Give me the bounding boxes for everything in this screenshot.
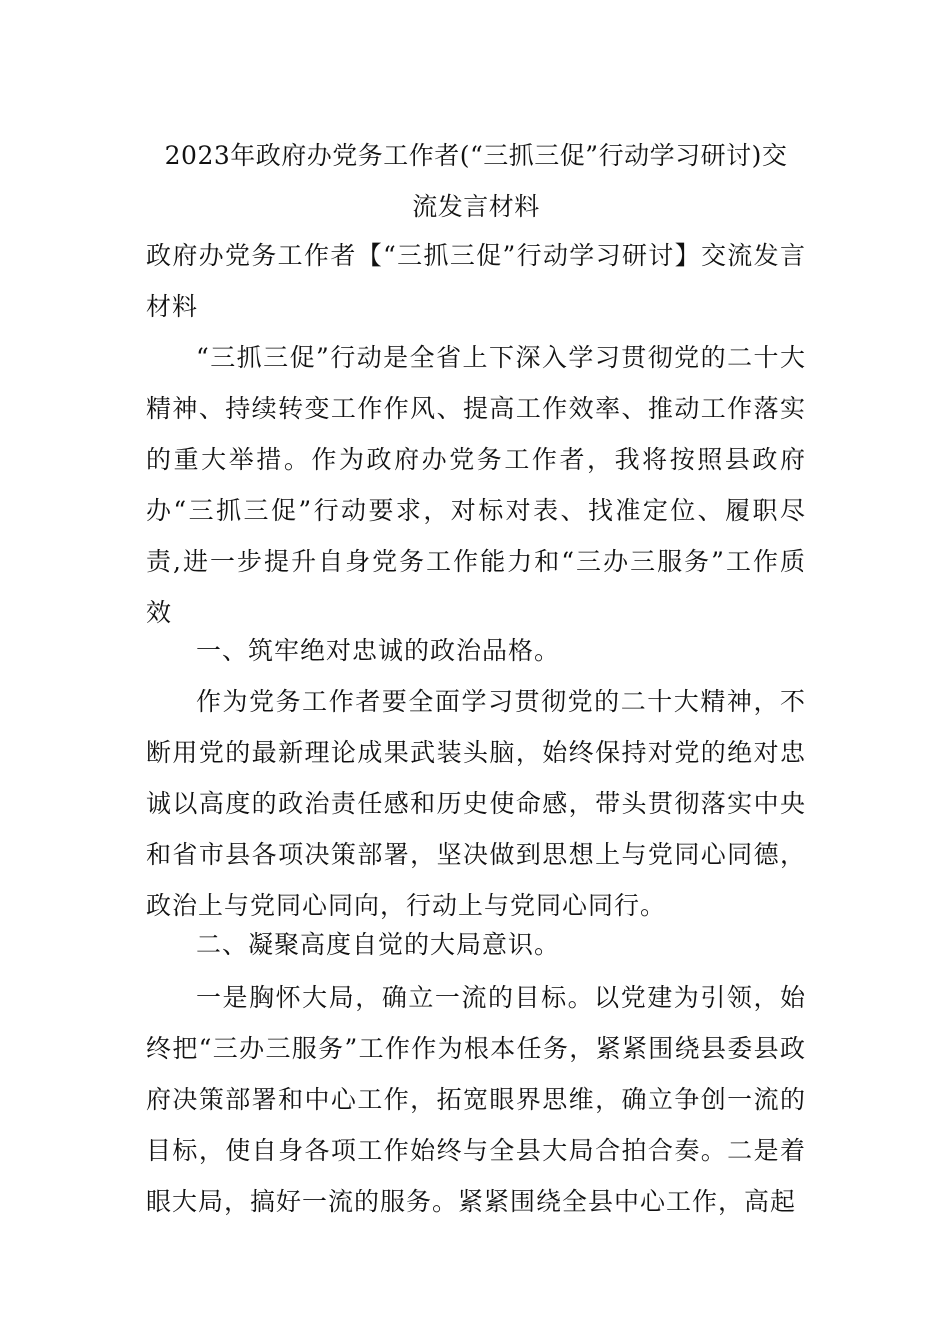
document-subtitle: 政府办党务工作者【“三抓三促”行动学习研讨】交流发言材料 xyxy=(146,241,806,321)
document-title xyxy=(146,130,806,232)
section-1-heading: 一、筑牢绝对忠诚的政治品格。 xyxy=(196,636,561,665)
section-2-heading: 二、凝聚高度自觉的大局意识。 xyxy=(196,930,561,959)
section-1-paragraph: 作为党务工作者要全面学习贯彻党的二十大精神，不断用党的最新理论成果武装头脑，始终保持对党的绝对忠诚以高度的政治责任感和历史使命感，带头贯彻落实中央和省市县各项决策部署，坚决做到思想上与党同心同德，政治上与党同心同向，行动上与党同心同行。 xyxy=(146,687,806,920)
title-line-1: 2023年政府办党务工作者(“三抓三促”行动学习研讨)交 xyxy=(164,141,788,170)
intro-paragraph: “三抓三促”行动是全省上下深入学习贯彻党的二十大精神、持续转变工作作风、提高工作效率、推动工作落实的重大举措。作为政府办党务工作者，我将按照县政府办“三抓三促”行动要求，对标对表、找准定位、履职尽责,进一步提升自身党务工作能力和“三办三服务”工作质效 xyxy=(146,343,806,627)
section-2-paragraph: 一是胸怀大局，确立一流的目标。以党建为引领，始终把“三办三服务”工作作为根本任务，紧紧围绕县委县政府决策部署和中心工作，拓宽眼界思维，确立争创一流的目标，使自身各项工作始终与全县大局合拍合奏。二是着眼大局，搞好一流的服务。紧紧围绕全县中心工作，高起 xyxy=(146,983,806,1216)
title-line-2: 流发言材料 xyxy=(412,192,540,221)
